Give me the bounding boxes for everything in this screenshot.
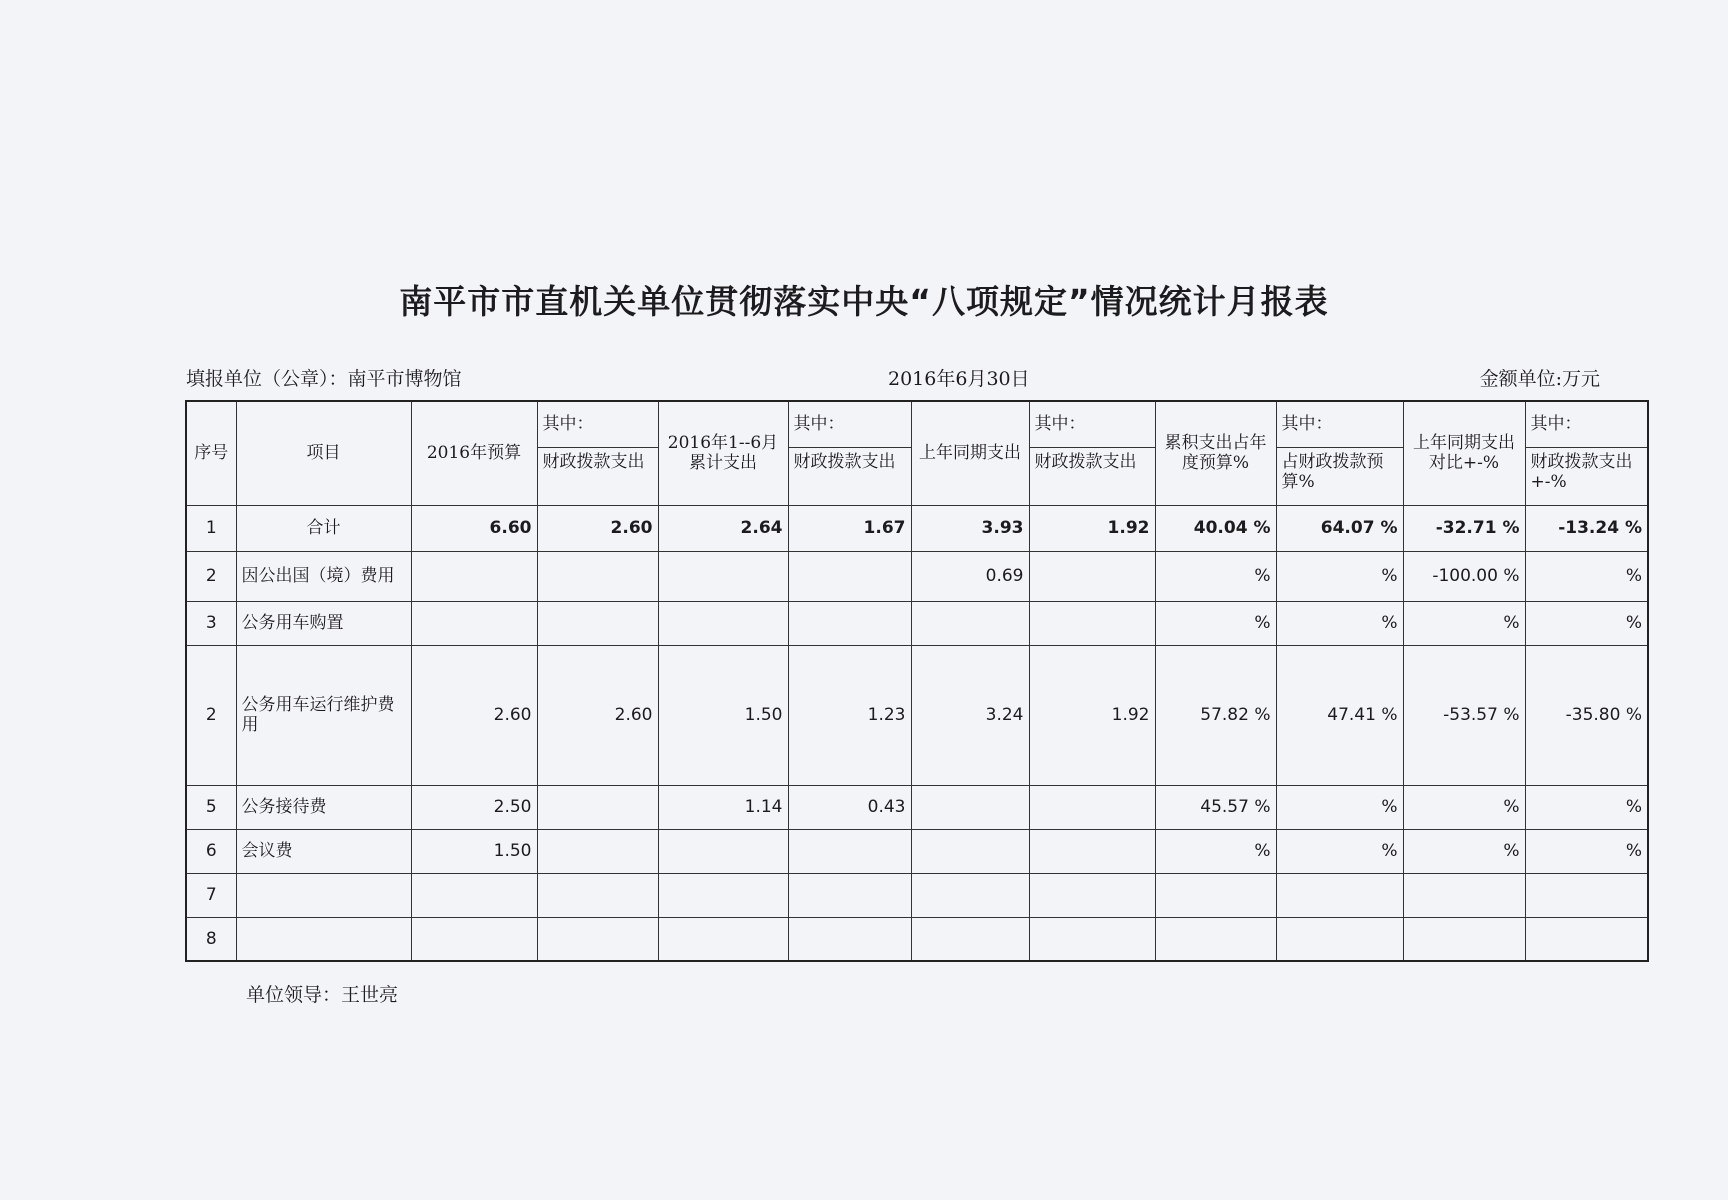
cell-budget: 2.50 [411,785,537,829]
cell-p4: % [1525,785,1648,829]
cell-cum [658,829,788,873]
table-row [186,917,1648,961]
cell-p3: % [1403,601,1525,645]
cell-last: 0.69 [911,551,1029,601]
cell-cum: 2.64 [658,505,788,551]
table-row [186,645,1648,785]
cell-budget [411,601,537,645]
cell-last [911,829,1029,873]
cell-cum: 1.14 [658,785,788,829]
cell-cum-fiscal: 0.43 [788,785,911,829]
cell-budget-fiscal [537,917,658,961]
cell-seq: 6 [186,829,236,873]
table-row [186,551,1648,601]
cell-last-fiscal [1029,873,1155,917]
cell-cum-fiscal [788,917,911,961]
header-of-which: 其中： [537,401,658,447]
cell-cum-fiscal [788,829,911,873]
cell-p3: -32.71 % [1403,505,1525,551]
cell-last-fiscal [1029,601,1155,645]
cell-p2 [1276,917,1403,961]
header-of-which: 其中： [1525,401,1648,447]
cell-last-fiscal [1029,917,1155,961]
cell-last-fiscal [1029,829,1155,873]
cell-p4 [1525,917,1648,961]
cell-p4: -35.80 % [1525,645,1648,785]
header-of-which: 其中： [1029,401,1155,447]
cell-item: 公务接待费 [236,785,411,829]
currency-unit: 金额单位:万元 [1479,368,1600,390]
cell-budget [411,873,537,917]
cell-item: 合计 [236,505,411,551]
cell-last-fiscal: 1.92 [1029,645,1155,785]
cell-p4: -13.24 % [1525,505,1648,551]
cell-budget: 6.60 [411,505,537,551]
cell-budget-fiscal [537,551,658,601]
cell-cum-fiscal: 1.23 [788,645,911,785]
cell-budget-fiscal: 2.60 [537,645,658,785]
report-date: 2016年6月30日 [888,368,1030,390]
cell-last [911,917,1029,961]
cell-last [911,785,1029,829]
table-row [186,829,1648,873]
cell-p2: % [1276,785,1403,829]
header-same-period: 上年同期支出 [911,401,1029,505]
cell-last: 3.93 [911,505,1029,551]
cell-p2: % [1276,551,1403,601]
cell-cum-fiscal [788,551,911,601]
cell-cum: 1.50 [658,645,788,785]
header-fiscal-expenditure: 财政拨款支出 [788,447,911,505]
cell-p4: % [1525,551,1648,601]
cell-cum [658,551,788,601]
cell-p4 [1525,873,1648,917]
cell-cum [658,873,788,917]
cell-budget: 2.60 [411,645,537,785]
cell-p3: % [1403,829,1525,873]
cell-last-fiscal [1029,551,1155,601]
header-of-which: 其中： [1276,401,1403,447]
cell-p4: % [1525,601,1648,645]
cell-p3: -100.00 % [1403,551,1525,601]
cell-item: 公务用车购置 [236,601,411,645]
cell-last [911,601,1029,645]
cell-p1 [1155,917,1276,961]
header-pct-fiscal-budget: 占财政拨款预算% [1276,447,1403,505]
cell-p1: % [1155,601,1276,645]
cell-budget [411,917,537,961]
header-budget: 2016年预算 [411,401,537,505]
header-item: 项目 [236,401,411,505]
unit-leader: 单位领导：王世亮 [246,984,399,1006]
table-row [186,505,1648,551]
cell-last [911,873,1029,917]
header-fiscal-expenditure: 财政拨款支出 [537,447,658,505]
header-of-which: 其中： [788,401,911,447]
cell-p1: 57.82 % [1155,645,1276,785]
cell-seq: 8 [186,917,236,961]
cell-cum-fiscal [788,873,911,917]
cell-budget: 1.50 [411,829,537,873]
cell-seq: 2 [186,551,236,601]
header-vs-last-year: 上年同期支出对比+-% [1403,401,1525,505]
cell-cum [658,601,788,645]
cell-cum-fiscal: 1.67 [788,505,911,551]
cell-item [236,917,411,961]
cell-last: 3.24 [911,645,1029,785]
cell-p1: % [1155,829,1276,873]
cell-item: 因公出国（境）费用 [236,551,411,601]
table-row [186,873,1648,917]
statistics-table [185,400,1649,962]
cell-p2: 47.41 % [1276,645,1403,785]
cell-budget-fiscal [537,829,658,873]
cell-seq: 2 [186,645,236,785]
report-title: 南平市市直机关单位贯彻落实中央“八项规定”情况统计月报表 [399,282,1329,321]
cell-item: 会议费 [236,829,411,873]
header-fiscal-vs: 财政拨款支出+-% [1525,447,1648,505]
cell-budget-fiscal [537,873,658,917]
cell-p2 [1276,873,1403,917]
cell-last-fiscal [1029,785,1155,829]
cell-item [236,873,411,917]
cell-budget-fiscal: 2.60 [537,505,658,551]
header-cum-pct-budget: 累积支出占年度预算% [1155,401,1276,505]
reporting-unit: 填报单位（公章）：南平市博物馆 [186,368,462,390]
cell-p1: 45.57 % [1155,785,1276,829]
cell-p1: % [1155,551,1276,601]
cell-budget-fiscal [537,601,658,645]
cell-seq: 3 [186,601,236,645]
cell-p2: 64.07 % [1276,505,1403,551]
cell-item: 公务用车运行维护费用 [236,645,411,785]
cell-p4: % [1525,829,1648,873]
cell-cum-fiscal [788,601,911,645]
table-row [186,785,1648,829]
cell-p2: % [1276,829,1403,873]
cell-p3 [1403,873,1525,917]
cell-p1: 40.04 % [1155,505,1276,551]
header-fiscal-expenditure: 财政拨款支出 [1029,447,1155,505]
cell-budget-fiscal [537,785,658,829]
cell-p1 [1155,873,1276,917]
cell-p3 [1403,917,1525,961]
cell-p2: % [1276,601,1403,645]
cell-last-fiscal: 1.92 [1029,505,1155,551]
cell-p3: -53.57 % [1403,645,1525,785]
table-row [186,601,1648,645]
cell-p3: % [1403,785,1525,829]
cell-seq: 7 [186,873,236,917]
cell-budget [411,551,537,601]
cell-cum [658,917,788,961]
cell-seq: 1 [186,505,236,551]
header-cumulative: 2016年1--6月累计支出 [658,401,788,505]
header-seq: 序号 [186,401,236,505]
cell-seq: 5 [186,785,236,829]
